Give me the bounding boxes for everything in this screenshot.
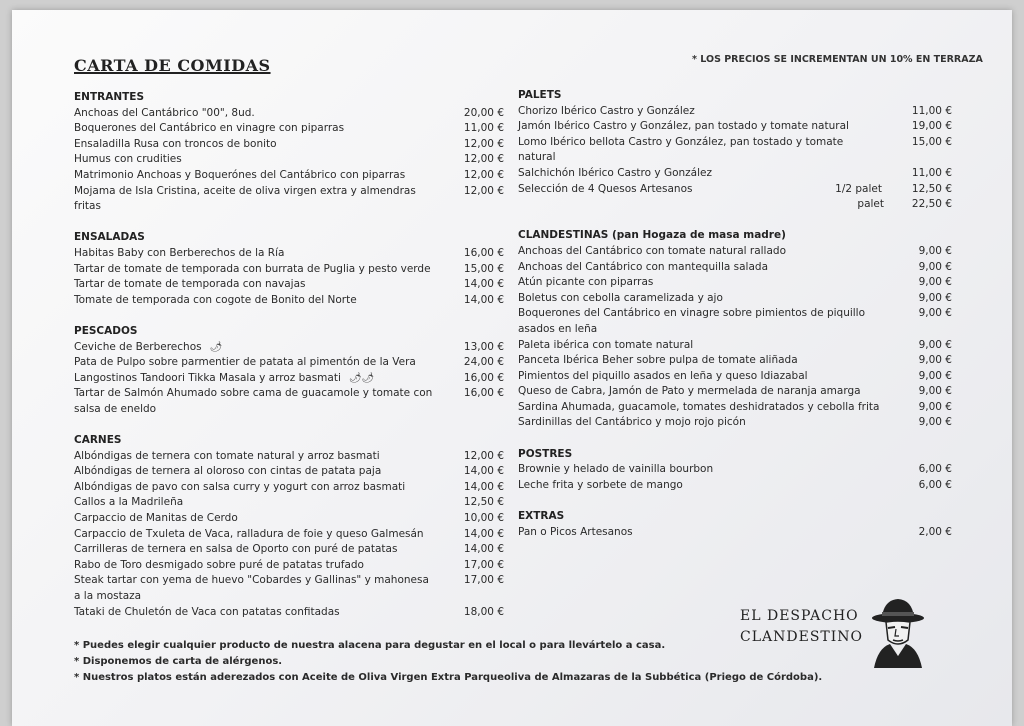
item-name-text: Pata de Pulpo sobre parmentier de patata al pimentón de la Vera [74, 356, 416, 369]
item-name [518, 462, 892, 478]
item-name [518, 275, 892, 291]
item-price: 12,00 € [463, 184, 504, 197]
menu-item [518, 415, 952, 431]
item-name-text: Tartar de tomate de temporada con navajas [74, 278, 306, 291]
item-name-text: Boletus con cebolla caramelizada y ajo [518, 291, 723, 304]
item-price: 19,00 € [911, 120, 952, 133]
item-price: 11,00 € [911, 104, 952, 117]
item-price: 9,00 € [918, 291, 952, 304]
item-price: 24,00 € [463, 356, 504, 369]
menu-item-extra [518, 197, 952, 213]
item-name-text: Sardina Ahumada, guacamole, tomates deshidratados y cebolla frita [518, 400, 880, 413]
section-gap [518, 493, 952, 509]
item-price: 12,00 € [463, 449, 504, 462]
menu-item [74, 495, 504, 511]
menu-item [74, 121, 504, 137]
item-name-text: Tataki de Chuletón de Vaca con patatas confitadas [74, 605, 340, 618]
item-price: 15,00 € [911, 135, 952, 148]
menu-item [518, 306, 952, 337]
item-name-text: Leche frita y sorbete de mango [518, 478, 683, 491]
logo-text [740, 606, 863, 648]
item-size: palet [857, 198, 884, 211]
item-name-text: Anchoas del Cantábrico con mantequilla salada [518, 260, 769, 273]
menu-item [74, 262, 504, 278]
item-name [518, 369, 892, 385]
right-column [518, 88, 952, 540]
menu-item [74, 527, 504, 543]
item-name-text: Anchoas del Cantábrico "00", 8ud. [74, 106, 255, 119]
item-name [74, 511, 444, 527]
menu-item [74, 449, 504, 465]
item-name-text: Atún picante con piparras [518, 276, 654, 289]
footer-notes [74, 638, 822, 686]
section-gap [74, 215, 504, 231]
logo-line-1: EL DESPACHO [740, 608, 859, 624]
item-name-text: Albóndigas de pavo con salsa curry y yogurt con arroz basmati [74, 480, 406, 493]
item-price: 15,00 € [463, 262, 504, 275]
item-name-text: Langostinos Tandoori Tikka Masala y arroz basmati [74, 371, 341, 384]
item-name-text: Brownie y helado de vainilla bourbon [518, 463, 714, 476]
item-name-text: Tartar de Salmón Ahumado sobre cama de guacamole y tomate con salsa de eneldo [74, 387, 433, 415]
item-name [518, 525, 892, 541]
menu-item [518, 462, 952, 478]
footer-note: * Disponemos de carta de alérgenos. [74, 656, 283, 667]
menu-item [74, 573, 504, 604]
item-price: 9,00 € [918, 244, 952, 257]
menu-item [74, 184, 504, 215]
item-name-text: Rabo de Toro desmigado sobre puré de patatas trufado [74, 558, 364, 571]
item-price: 9,00 € [918, 307, 952, 320]
item-price: 13,00 € [463, 340, 504, 353]
item-name [74, 449, 444, 465]
item-name [74, 464, 444, 480]
item-price: 14,00 € [463, 543, 504, 556]
item-name [518, 244, 892, 260]
item-name [74, 558, 444, 574]
item-name: Lomo Ibérico bellota Castro y González, pan tostado y tomate natural [518, 135, 844, 164]
item-price: 9,00 € [918, 416, 952, 429]
section-gap [518, 431, 952, 447]
item-price: 11,00 € [911, 166, 952, 179]
item-price: 14,00 € [463, 278, 504, 291]
item-price: 6,00 € [918, 463, 952, 476]
item-name [518, 478, 892, 494]
menu-item [518, 400, 952, 416]
item-price: 9,00 € [918, 260, 952, 273]
item-name-text: Queso de Cabra, Jamón de Pato y mermelada de naranja amarga [518, 385, 861, 398]
menu-item [74, 106, 504, 122]
section-gap [518, 213, 952, 229]
chili-icon: 🌶🌶 [348, 372, 375, 384]
section-title: EXTRAS [518, 510, 565, 523]
section-title: CARNES [74, 434, 122, 447]
item-price: 9,00 € [918, 385, 952, 398]
terrace-notice: * LOS PRECIOS SE INCREMENTAN UN 10% EN TERRAZA [692, 54, 983, 65]
item-name-text: Carpaccio de Manitas de Cerdo [74, 512, 238, 525]
item-name [518, 384, 892, 400]
footer-note: * Puedes elegir cualquier producto de nuestra alacena para degustar en el local o para llevártelo a casa. [74, 640, 666, 651]
item-name [518, 338, 892, 354]
menu-item [74, 277, 504, 293]
item-name-text: Ensaladilla Rusa con troncos de bonito [74, 137, 277, 150]
item-name-text: Steak tartar con yema de huevo "Cobardes y Gallinas" y mahonesa a la mostaza [74, 574, 429, 602]
item-name-text: Boquerones del Cantábrico en vinagre con piparras [74, 122, 345, 135]
item-name-text: Pimientos del piquillo asados en leña y queso Idiazabal [518, 369, 808, 382]
menu-item [518, 119, 952, 135]
item-price: 20,00 € [463, 106, 504, 119]
menu-item [74, 464, 504, 480]
menu-item [518, 384, 952, 400]
item-name [518, 353, 892, 369]
item-name [74, 340, 444, 356]
item-price: 17,00 € [463, 558, 504, 571]
item-name-text: Carpaccio de Txuleta de Vaca, ralladura de foie y queso Galmesán [74, 527, 424, 540]
item-name [74, 277, 444, 293]
item-name-text: Matrimonio Anchoas y Boquerónes del Cantábrico con piparras [74, 168, 406, 181]
item-price: 9,00 € [918, 369, 952, 382]
gangster-figure-icon [868, 596, 928, 668]
item-name-text: Tomate de temporada con cogote de Bonito del Norte [74, 293, 357, 306]
menu-item [518, 525, 952, 541]
menu-title: CARTA DE COMIDAS [74, 56, 271, 75]
item-name-text: Carrilleras de ternera en salsa de Oporto con puré de patatas [74, 543, 398, 556]
item-name-text: Ceviche de Berberechos [74, 340, 202, 353]
item-price: 16,00 € [463, 246, 504, 259]
menu-item [74, 168, 504, 184]
menu-item [74, 558, 504, 574]
item-name [74, 168, 444, 184]
item-name [518, 260, 892, 276]
item-price: 9,00 € [918, 354, 952, 367]
item-price: 12,00 € [463, 153, 504, 166]
section-title: POSTRES [518, 447, 573, 460]
menu-item [518, 182, 952, 198]
menu-item [74, 511, 504, 527]
item-name-text: Paleta ibérica con tomate natural [518, 338, 694, 351]
section-title: PALETS [518, 89, 562, 101]
item-name: Jamón Ibérico Castro y González, pan tostado y tomate natural [518, 120, 849, 133]
section-gap [74, 308, 504, 324]
item-name [74, 106, 444, 122]
menu-item [74, 480, 504, 496]
item-name [74, 495, 444, 511]
chili-icon: 🌶 [209, 341, 223, 353]
item-price: 12,00 € [463, 168, 504, 181]
item-name-text: Boquerones del Cantábrico en vinagre sobre pimientos de piquillo asados en leña [518, 307, 866, 335]
item-name-text: Humus con crudities [74, 153, 182, 166]
item-name: Selección de 4 Quesos Artesanos [518, 182, 693, 195]
menu-item [74, 293, 504, 309]
item-name-text: Mojama de Isla Cristina, aceite de oliva virgen extra y almendras fritas [74, 184, 416, 213]
item-name: Chorizo Ibérico Castro y González [518, 104, 695, 117]
menu-item [518, 166, 952, 182]
menu-item [74, 371, 504, 387]
menu-item [74, 246, 504, 262]
menu-sheet [12, 10, 1012, 726]
item-name [518, 306, 892, 337]
item-name [74, 527, 444, 543]
item-price: 12,50 € [911, 182, 952, 195]
item-name-text: Panceta Ibérica Beher sobre pulpa de tomate aliñada [518, 354, 798, 367]
menu-item [74, 542, 504, 558]
menu-item [518, 291, 952, 307]
footer-note: * Nuestros platos están aderezados con Aceite de Oliva Virgen Extra Parqueoliva de Almazaras de la Subbética (Priego de Córdoba). [74, 672, 823, 683]
item-name [74, 355, 444, 371]
item-price: 14,00 € [463, 465, 504, 478]
item-name-text: Albóndigas de ternera al oloroso con cintas de patata paja [74, 465, 382, 478]
item-price: 22,50 € [911, 198, 952, 211]
menu-item [518, 353, 952, 369]
item-price: 9,00 € [918, 400, 952, 413]
item-name [74, 480, 444, 496]
item-name-text: Habitas Baby con Berberechos de la Ría [74, 246, 285, 259]
restaurant-logo [740, 596, 940, 666]
item-size: 1/2 palet [835, 182, 882, 195]
menu-item [74, 386, 504, 417]
item-name [74, 152, 444, 168]
item-name [74, 184, 444, 215]
section-title: CLANDESTINAS (pan Hogaza de masa madre) [518, 229, 786, 242]
item-name: Salchichón Ibérico Castro y González [518, 166, 712, 179]
item-name [518, 415, 892, 431]
section-title: PESCADOS [74, 324, 138, 337]
item-price: 18,00 € [463, 605, 504, 618]
menu-item [74, 152, 504, 168]
section-title: ENSALADAS [74, 231, 145, 244]
menu-item [518, 478, 952, 494]
item-name [74, 121, 444, 137]
item-name [74, 605, 444, 621]
menu-item [518, 260, 952, 276]
item-price: 16,00 € [463, 387, 504, 400]
item-name [74, 137, 444, 153]
menu-item [518, 338, 952, 354]
item-name [74, 386, 444, 417]
item-name [74, 246, 444, 262]
item-name [74, 371, 444, 387]
item-name-text: Callos a la Madrileña [74, 496, 184, 509]
section-gap [74, 417, 504, 433]
item-name-text: Anchoas del Cantábrico con tomate natural rallado [518, 244, 787, 257]
menu-item [518, 369, 952, 385]
logo-line-2: CLANDESTINO [740, 629, 863, 645]
menu-item [518, 104, 952, 120]
menu-item [518, 244, 952, 260]
item-name [518, 291, 892, 307]
item-price: 11,00 € [463, 122, 504, 135]
item-name [518, 400, 892, 416]
item-price: 10,00 € [463, 512, 504, 525]
menu-item [74, 605, 504, 621]
item-price: 2,00 € [918, 525, 952, 538]
item-name [74, 542, 444, 558]
menu-item [74, 137, 504, 153]
item-price: 14,00 € [463, 293, 504, 306]
item-price: 17,00 € [463, 574, 504, 587]
item-price: 14,00 € [463, 480, 504, 493]
item-price: 12,00 € [463, 137, 504, 150]
menu-item [74, 355, 504, 371]
item-name-text: Pan o Picos Artesanos [518, 525, 633, 538]
menu-item [518, 135, 952, 166]
menu-item [74, 340, 504, 356]
item-name-text: Albóndigas de ternera con tomate natural y arroz basmati [74, 449, 380, 462]
item-price: 12,50 € [463, 496, 504, 509]
item-price: 14,00 € [463, 527, 504, 540]
item-name-text: Tartar de tomate de temporada con burrata de Puglia y pesto verde [74, 262, 431, 275]
item-price: 6,00 € [918, 478, 952, 491]
section-title: ENTRANTES [74, 91, 145, 103]
item-price: 9,00 € [918, 338, 952, 351]
item-price: 16,00 € [463, 371, 504, 384]
left-column [74, 90, 504, 620]
item-name [74, 262, 444, 278]
menu-item [518, 275, 952, 291]
item-price: 9,00 € [918, 276, 952, 289]
item-name-text: Sardinillas del Cantábrico y mojo rojo picón [518, 416, 746, 429]
item-name [74, 293, 444, 309]
item-name [74, 573, 444, 604]
